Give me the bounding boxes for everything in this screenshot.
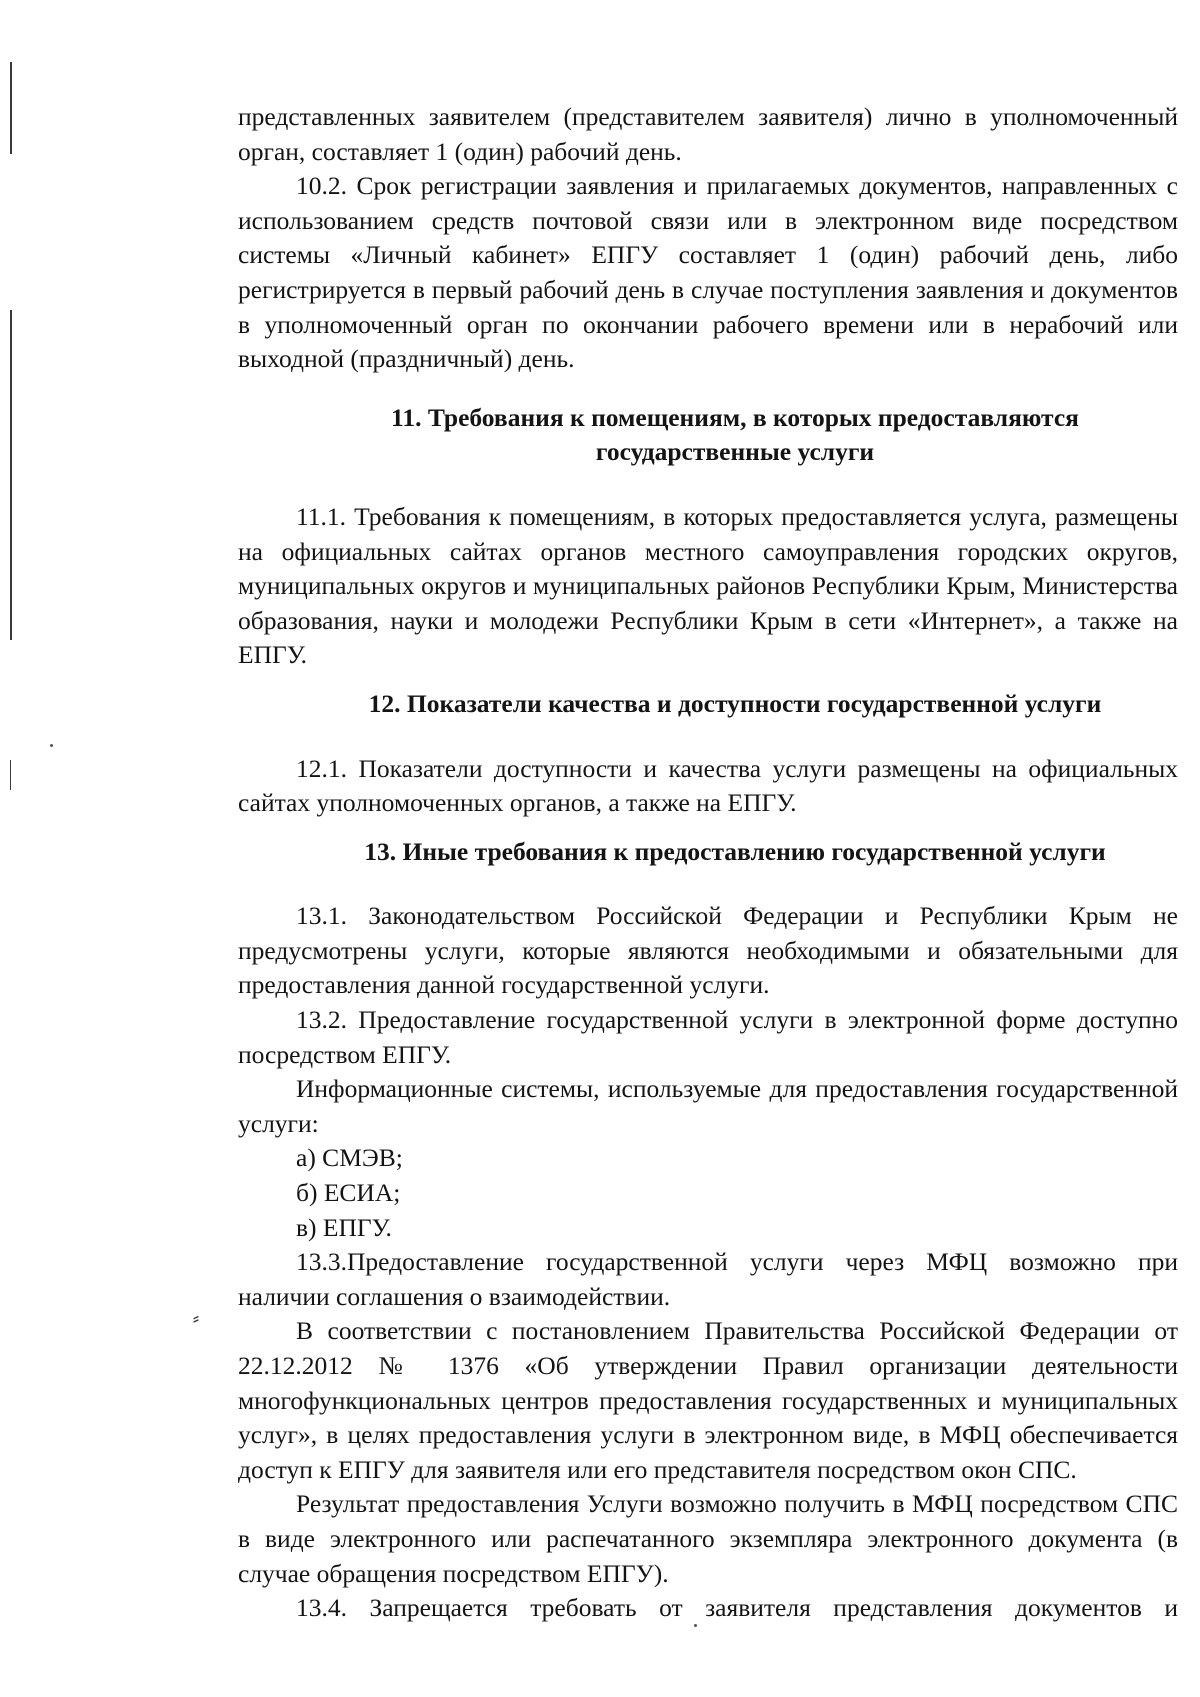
paragraph-10-2: 10.2. Срок регистрации заявления и прилагаемых документов, направленных с использованием средств почтовой связи или в электронном виде посредством системы «Личный кабинет» ЕПГУ составляет 1 (один) рабочий день, либо регистрируется в первый рабочий день в случае поступления заявления и документов в уполномоченный орган по окончании рабочего времени или в нерабочий или выходной (праздничный) день. bbox=[238, 171, 1178, 374]
document-body bbox=[238, 100, 1178, 1626]
heading-section-11-line2: государственные услуги bbox=[595, 437, 875, 467]
margin-check-mark: ⸗ bbox=[193, 1308, 199, 1329]
paragraph-mfc-access: В соответствии с постановлением Правительства Российской Федерации от 22.12.2012 № 1376 «Об утверждении Правил организации деятельности многофункциональных центров предоставления государственных и муниципальных услуг», в целях предоставления услуги в электронном виде, в МФЦ обеспечивается доступ к ЕПГУ для заявителя или его представителя посредством окон СПС. bbox=[238, 1316, 1178, 1484]
paragraph-result: Результат предоставления Услуги возможно получить в МФЦ посредством СПС в виде электронного или распечатанного экземпляра электронного документа (в случае обращения посредством ЕПГУ). bbox=[238, 1489, 1178, 1588]
paragraph-13-2: 13.2. Предоставление государственной услуги в электронной форме доступно посредством ЕПГУ. bbox=[238, 1005, 1178, 1069]
paragraph-information-systems: Информационные системы, используемые для предоставления государственной услуги: bbox=[238, 1074, 1178, 1138]
paragraph-13-1: 13.1. Законодательством Российской Федерации и Республики Крым не предусмотрены услуги, которые являются необходимыми и обязательными для предоставления данной государственной услуги. bbox=[238, 901, 1178, 1000]
heading-section-11-line1: 11. Требования к помещениям, в которых предоставляются bbox=[391, 402, 1079, 432]
heading-section-13: 13. Иные требования к предоставлению государственной услуги bbox=[364, 836, 1106, 866]
list-item: б) ЕСИА; bbox=[296, 1178, 401, 1208]
paragraph-11-1: 11.1. Требования к помещениям, в которых предоставляется услуга, размещены на официальных сайтах органов местного самоуправления городских округов, муниципальных округов и муниципальных районов Республики Крым, Министерства образования, науки и молодежи Республики Крым в сети «Интернет», а также на ЕПГУ. bbox=[238, 501, 1178, 670]
information-systems-list bbox=[238, 1141, 1178, 1245]
scan-edge-mark-middle bbox=[10, 310, 12, 640]
paragraph-13-3: 13.3.Предоставление государственной услуги через МФЦ возможно при наличии соглашения о взаимодействии. bbox=[238, 1247, 1178, 1311]
scan-edge-mark-top bbox=[10, 62, 12, 154]
paragraph-intro: представленных заявителем (представителем заявителя) лично в уполномоченный орган, составляет 1 (один) рабочий день. bbox=[238, 102, 1178, 166]
heading-section-12: 12. Показатели качества и доступности государственной услуги bbox=[368, 688, 1102, 718]
paragraph-12-1: 12.1. Показатели доступности и качества услуги размещены на официальных сайтах уполномоченных органов, а также на ЕПГУ. bbox=[238, 753, 1178, 818]
scan-speck bbox=[50, 744, 53, 747]
list-item: а) СМЭВ; bbox=[296, 1143, 403, 1173]
scan-edge-mark-lower bbox=[10, 760, 11, 790]
list-item: в) ЕПГУ. bbox=[296, 1212, 392, 1242]
heading-section-11 bbox=[238, 401, 1178, 470]
paragraph-13-4: 13.4. Запрещается требовать от заявителя представления документов и bbox=[296, 1593, 1178, 1623]
